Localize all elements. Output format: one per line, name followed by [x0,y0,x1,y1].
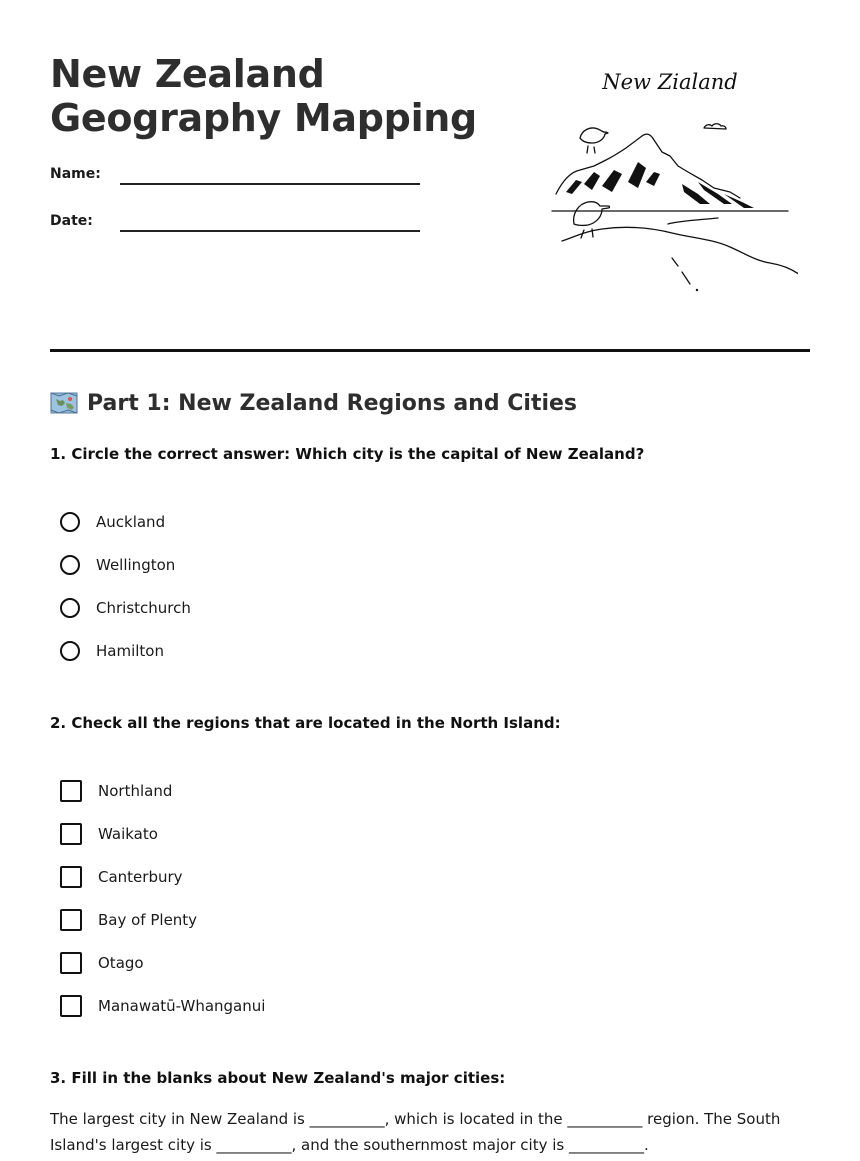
date-line[interactable] [120,230,420,232]
checkbox[interactable] [60,823,82,845]
section-1-heading [50,386,577,420]
question-3-prompt: 3. Fill in the blanks about New Zealand's major cities: [50,1069,506,1087]
q2-option-label: Northland [98,782,173,800]
q1-option[interactable] [60,552,175,578]
checkbox[interactable] [60,909,82,931]
date-label: Date: [50,213,93,229]
q1-option[interactable] [60,595,191,621]
map-icon [50,391,78,415]
radio-circle[interactable] [60,512,80,532]
section-1-title: Part 1: New Zealand Regions and Cities [87,390,578,416]
checkbox[interactable] [60,780,82,802]
q2-option[interactable] [60,907,197,933]
q2-option[interactable] [60,778,172,804]
q2-option[interactable] [60,950,144,976]
q2-option-label: Canterbury [98,868,183,886]
question-2-prompt: 2. Check all the regions that are located in the North Island: [50,714,561,732]
q2-option[interactable] [60,821,158,847]
illustration-caption: New Zialand [602,70,738,94]
q1-option-label: Wellington [96,556,176,574]
q1-option-label: Hamilton [96,642,164,660]
q2-option-label: Waikato [98,825,158,843]
radio-circle[interactable] [60,641,80,661]
checkbox[interactable] [60,952,82,974]
radio-circle[interactable] [60,555,80,575]
q2-option-label: Manawatū-Whanganui [98,997,266,1015]
radio-circle[interactable] [60,598,80,618]
q2-option-label: Otago [98,954,144,972]
q1-option-label: Christchurch [96,599,191,617]
checkbox[interactable] [60,995,82,1017]
q1-option[interactable] [60,638,164,664]
title-line-2: Geography Mapping [50,96,477,140]
question-1-prompt: 1. Circle the correct answer: Which city is the capital of New Zealand? [50,445,645,463]
checkbox[interactable] [60,866,82,888]
worksheet-title [50,52,490,140]
new-zealand-illustration [548,64,798,296]
title-line-1: New Zealand [50,52,325,96]
section-divider [50,349,810,352]
landscape-sketch [548,64,798,296]
name-field[interactable] [50,166,430,190]
question-3-fill-in-text[interactable]: The largest city in New Zealand is __________, which is located in the __________ region. The South Island's largest city is __________, and the southernmost major city is __________. [50,1110,781,1154]
name-label: Name: [50,166,101,182]
q2-option[interactable] [60,864,183,890]
date-field[interactable] [50,213,430,237]
q1-option[interactable] [60,509,165,535]
q2-option-label: Bay of Plenty [98,911,198,929]
q2-option[interactable] [60,993,265,1019]
name-line[interactable] [120,183,420,185]
q1-option-label: Auckland [96,513,166,531]
